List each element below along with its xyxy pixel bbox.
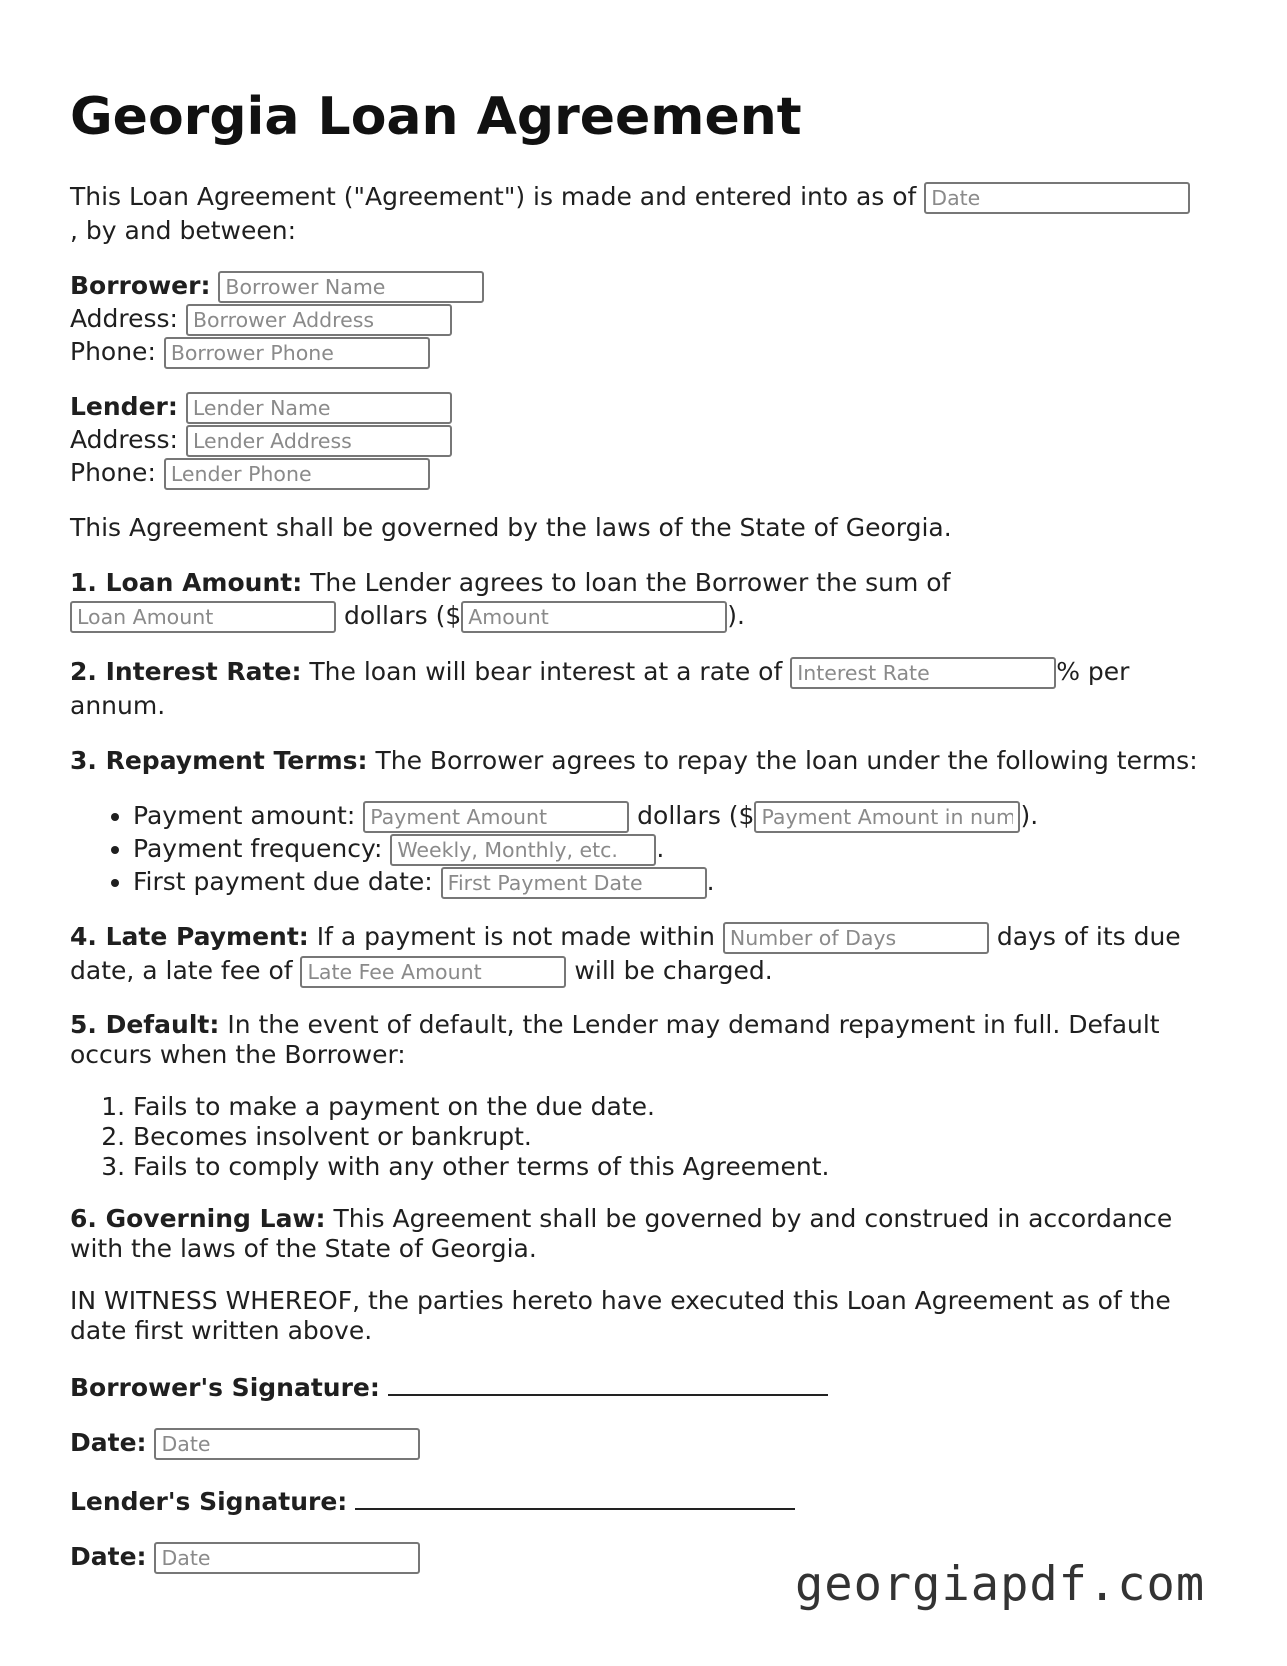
- list-item: 2. Becomes insolvent or bankrupt.: [133, 1122, 1220, 1152]
- governing-law-section: [70, 1204, 1220, 1264]
- interest-rate-section: [70, 655, 1220, 722]
- repayment-section: [70, 744, 1220, 898]
- witness-paragraph: IN WITNESS WHEREOF, the parties hereto have executed this Loan Agreement as of the date first written above.: [70, 1286, 1171, 1345]
- borrower-phone-label: Phone:: [70, 337, 156, 366]
- default-conditions-list: [70, 1092, 1220, 1182]
- borrower-label: Borrower:: [70, 271, 211, 300]
- late-payment-section: [70, 920, 1220, 988]
- first-payment-close: .: [706, 867, 715, 896]
- borrower-signature-row: [70, 1368, 1220, 1404]
- lender-signature-label: Lender's Signature:: [70, 1487, 348, 1516]
- governing-law-text: This Agreement shall be governed by and construed in accordance with the laws of the State of Georgia.: [70, 1204, 1173, 1263]
- governing-law-heading: 6. Governing Law:: [70, 1204, 326, 1233]
- default-section: [70, 1010, 1220, 1182]
- payment-frequency-label: Payment frequency:: [133, 834, 391, 863]
- repayment-text: The Borrower agrees to repay the loan under the following terms:: [367, 746, 1198, 775]
- loan-amount-dollars-text: dollars ($: [336, 601, 462, 630]
- interest-rate-tail: % per annum.: [70, 657, 1130, 720]
- intro-tail: , by and between:: [70, 216, 297, 245]
- borrower-signature-line[interactable]: [388, 1368, 828, 1396]
- late-payment-text-1: If a payment is not made within: [308, 922, 723, 951]
- borrower-date-label: Date:: [70, 1428, 147, 1457]
- borrower-signature-label: Borrower's Signature:: [70, 1373, 380, 1402]
- governed-statement: This Agreement shall be governed by the laws of the State of Georgia.: [70, 513, 952, 542]
- intro-paragraph: [70, 180, 1220, 247]
- repayment-heading: 3. Repayment Terms:: [70, 746, 368, 775]
- lender-address-label: Address:: [70, 425, 178, 454]
- list-item: [133, 865, 1220, 898]
- lender-signature-row: [70, 1482, 1220, 1518]
- page-title: Georgia Loan Agreement: [70, 87, 802, 147]
- list-item: [133, 832, 1220, 865]
- first-payment-label: First payment due date:: [133, 867, 441, 896]
- interest-rate-heading: 2. Interest Rate:: [70, 657, 302, 686]
- lender-phone-input[interactable]: [164, 458, 430, 490]
- payment-amount-label: Payment amount:: [133, 801, 364, 830]
- borrower-date-row: [70, 1426, 1220, 1460]
- loan-amount-number-input[interactable]: [461, 601, 727, 633]
- late-days-input[interactable]: [723, 922, 989, 954]
- lender-date-label: Date:: [70, 1542, 147, 1571]
- lender-name-input[interactable]: [186, 392, 452, 424]
- borrower-address-label: Address:: [70, 304, 178, 333]
- repayment-terms-list: [70, 799, 1220, 898]
- late-payment-text-2: days of its due date, a late fee of: [70, 922, 1181, 985]
- lender-address-input[interactable]: [186, 425, 452, 457]
- borrower-block: [70, 269, 1220, 368]
- payment-amount-close: ).: [1020, 801, 1039, 830]
- borrower-name-input[interactable]: [218, 271, 484, 303]
- default-text: In the event of default, the Lender may demand repayment in full. Default occurs when the Borrower:: [70, 1010, 1160, 1069]
- list-item: [133, 799, 1220, 832]
- loan-amount-section: [70, 566, 1220, 633]
- loan-amount-words-input[interactable]: [70, 601, 336, 633]
- payment-frequency-close: .: [656, 834, 665, 863]
- intro-text: This Loan Agreement ("Agreement") is made and entered into as of: [70, 182, 917, 211]
- borrower-phone-input[interactable]: [164, 337, 430, 369]
- late-fee-input[interactable]: [300, 956, 566, 988]
- watermark-text: georgiapdf.com: [795, 1557, 1206, 1612]
- late-payment-text-3: will be charged.: [566, 956, 773, 985]
- lender-label: Lender:: [70, 392, 178, 421]
- lender-block: [70, 390, 1220, 489]
- default-heading: 5. Default:: [70, 1010, 220, 1039]
- payment-amount-input[interactable]: [363, 801, 629, 833]
- loan-amount-close: ).: [727, 601, 745, 630]
- first-payment-date-input[interactable]: [441, 867, 707, 899]
- loan-amount-text: The Lender agrees to loan the Borrower the sum of: [302, 568, 951, 597]
- loan-amount-heading: 1. Loan Amount:: [70, 568, 303, 597]
- interest-rate-text: The loan will bear interest at a rate of: [301, 657, 791, 686]
- list-item: 3. Fails to comply with any other terms of this Agreement.: [133, 1152, 1220, 1182]
- payment-amount-dollars: dollars ($: [629, 801, 755, 830]
- payment-frequency-input[interactable]: [390, 834, 656, 866]
- lender-signature-line[interactable]: [355, 1482, 795, 1510]
- lender-phone-label: Phone:: [70, 458, 156, 487]
- lender-date-input[interactable]: [154, 1542, 420, 1574]
- late-payment-heading: 4. Late Payment:: [70, 922, 309, 951]
- list-item: 1. Fails to make a payment on the due date.: [133, 1092, 1220, 1122]
- payment-amount-number-input[interactable]: [754, 801, 1020, 833]
- borrower-address-input[interactable]: [186, 304, 452, 336]
- borrower-date-input[interactable]: [154, 1428, 420, 1460]
- document-page: [70, 82, 1220, 1596]
- interest-rate-input[interactable]: [790, 657, 1056, 689]
- agreement-date-input[interactable]: [924, 182, 1190, 214]
